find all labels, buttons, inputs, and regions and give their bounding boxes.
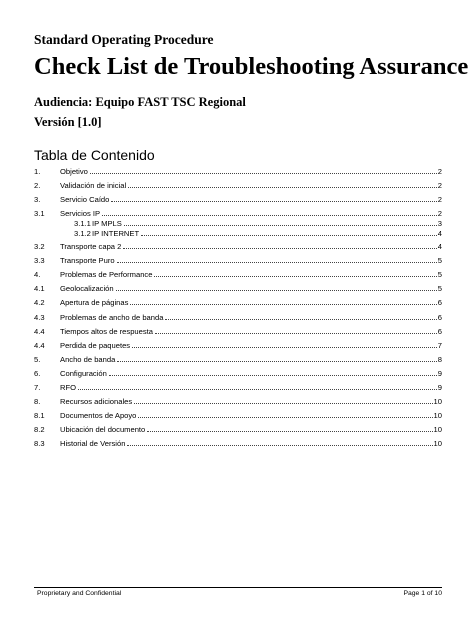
toc-entry[interactable] xyxy=(34,325,442,336)
toc-entry-label: Transporte capa 2 xyxy=(60,242,122,251)
toc-entry[interactable] xyxy=(34,311,442,322)
toc-entry-leader xyxy=(127,445,432,446)
toc-entry[interactable] xyxy=(34,381,442,392)
toc-entry-label: Apertura de páginas xyxy=(60,298,129,307)
toc-entry-leader xyxy=(90,173,437,174)
toc-entry-number: 8.3 xyxy=(34,439,45,448)
toc-entry[interactable] xyxy=(34,240,442,251)
toc-entry-number: 4.3 xyxy=(34,313,45,322)
toc-entry-page: 4 xyxy=(437,242,442,251)
toc-entry-number: 1. xyxy=(34,167,41,176)
toc-entry-leader xyxy=(165,319,436,320)
toc-entry-leader xyxy=(117,262,437,263)
toc-heading: Tabla de Contenido xyxy=(34,147,155,163)
document-version: Versión [1.0] xyxy=(34,115,102,129)
toc-entry-number: 4.4 xyxy=(34,341,45,350)
toc-entry-label: RFO xyxy=(60,383,77,392)
toc-entry-page: 8 xyxy=(437,355,442,364)
toc-entry-page: 5 xyxy=(437,256,442,265)
toc-entry-page: 5 xyxy=(437,270,442,279)
toc-entry[interactable] xyxy=(34,353,442,364)
toc-entry-leader xyxy=(78,389,437,390)
toc-entry-page: 9 xyxy=(437,369,442,378)
toc-entry-number: 7. xyxy=(34,383,41,392)
toc-entry-label: Transporte Puro xyxy=(60,256,115,265)
toc-entry-label: IP MPLS xyxy=(92,219,122,228)
toc-entry[interactable] xyxy=(34,367,442,378)
toc-entry-label: Ubicación del documento xyxy=(60,425,146,434)
toc-entry[interactable] xyxy=(34,395,442,406)
toc-entry-leader xyxy=(123,248,436,249)
toc-entry-leader xyxy=(111,201,436,202)
toc-entry-page: 3 xyxy=(437,219,442,228)
toc-entry[interactable] xyxy=(34,227,442,238)
toc-entry[interactable] xyxy=(34,282,442,293)
toc-entry-label: Recursos adicionales xyxy=(60,397,133,406)
toc-entry-page: 10 xyxy=(433,397,442,406)
toc-entry[interactable] xyxy=(34,339,442,350)
footer-page-number: Page 1 of 10 xyxy=(403,590,442,597)
toc-entry-leader xyxy=(141,235,437,236)
toc-entry-number: 3.1.2 xyxy=(74,229,91,238)
toc-entry-leader xyxy=(128,187,437,188)
toc-entry[interactable] xyxy=(34,423,442,434)
toc-entry-page: 10 xyxy=(433,439,442,448)
toc-entry-number: 5. xyxy=(34,355,41,364)
toc-entry-leader xyxy=(154,276,436,277)
toc-entry-leader xyxy=(117,361,436,362)
toc-entry-leader xyxy=(147,431,432,432)
toc-entry-label: Historial de Versión xyxy=(60,439,126,448)
toc-entry-page: 2 xyxy=(437,195,442,204)
toc-entry-label: Validación de inicial xyxy=(60,181,127,190)
toc-entry-page: 6 xyxy=(437,327,442,336)
toc-entry-page: 10 xyxy=(433,425,442,434)
toc-entry-number: 8. xyxy=(34,397,41,406)
toc-entry-leader xyxy=(138,417,432,418)
toc-entry-label: Ancho de banda xyxy=(60,355,116,364)
toc-entry-number: 4.1 xyxy=(34,284,45,293)
document-kicker: Standard Operating Procedure xyxy=(34,32,214,47)
toc-entry-label: Documentos de Apoyo xyxy=(60,411,137,420)
toc-entry-label: IP INTERNET xyxy=(92,229,140,238)
toc-entry[interactable] xyxy=(34,437,442,448)
toc-entry-label: Problemas de Performance xyxy=(60,270,153,279)
toc-entry-page: 7 xyxy=(437,341,442,350)
toc-entry-number: 8.1 xyxy=(34,411,45,420)
toc-entry-leader xyxy=(109,375,437,376)
toc-entry-page: 4 xyxy=(437,229,442,238)
toc-entry[interactable] xyxy=(34,179,442,190)
toc-entry-label: Perdida de paquetes xyxy=(60,341,131,350)
toc-entry[interactable] xyxy=(34,268,442,279)
toc-entry-number: 8.2 xyxy=(34,425,45,434)
toc-entry-number: 4. xyxy=(34,270,41,279)
toc-entry-label: Servicio Caído xyxy=(60,195,110,204)
toc-entry-number: 6. xyxy=(34,369,41,378)
toc-entry-number: 3. xyxy=(34,195,41,204)
toc-entry-leader xyxy=(130,304,436,305)
toc-entry-page: 5 xyxy=(437,284,442,293)
toc-entry-leader xyxy=(134,403,432,404)
toc-entry-leader xyxy=(155,333,437,334)
footer-confidential: Proprietary and Confidential xyxy=(37,590,122,597)
toc-entry-number: 4.2 xyxy=(34,298,45,307)
toc-entry-label: Servicios IP xyxy=(60,209,101,218)
toc-entry-label: Tiempos altos de respuesta xyxy=(60,327,154,336)
toc-entry[interactable] xyxy=(34,165,442,176)
toc-entry-leader xyxy=(124,225,437,226)
toc-entry-page: 2 xyxy=(437,181,442,190)
toc-entry-number: 3.1.1 xyxy=(74,219,91,228)
toc-entry-number: 3.2 xyxy=(34,242,45,251)
toc-entry[interactable] xyxy=(34,254,442,265)
toc-entry-page: 10 xyxy=(433,411,442,420)
toc-entry-page: 2 xyxy=(437,209,442,218)
toc-entry-leader xyxy=(132,347,437,348)
toc-entry[interactable] xyxy=(34,409,442,420)
toc-entry-number: 3.3 xyxy=(34,256,45,265)
toc-entry-page: 6 xyxy=(437,313,442,322)
toc-entry[interactable] xyxy=(34,296,442,307)
toc-entry-label: Problemas de ancho de banda xyxy=(60,313,164,322)
toc-entry[interactable] xyxy=(34,193,442,204)
footer-divider xyxy=(34,587,442,588)
toc-entry-page: 6 xyxy=(437,298,442,307)
toc-entry-number: 2. xyxy=(34,181,41,190)
document-title: Check List de Troubleshooting Assurance xyxy=(34,53,469,80)
document-audience: Audiencia: Equipo FAST TSC Regional xyxy=(34,95,246,109)
toc-entry-label: Configuración xyxy=(60,369,107,378)
toc-entry-number: 3.1 xyxy=(34,209,45,218)
toc-entry-label: Geolocalización xyxy=(60,284,114,293)
toc-entry-page: 2 xyxy=(437,167,442,176)
toc-entry-leader xyxy=(102,215,437,216)
toc-entry-number: 4.4 xyxy=(34,327,45,336)
toc-entry-page: 9 xyxy=(437,383,442,392)
toc-entry-leader xyxy=(116,290,437,291)
toc-entry-label: Objetivo xyxy=(60,167,88,176)
